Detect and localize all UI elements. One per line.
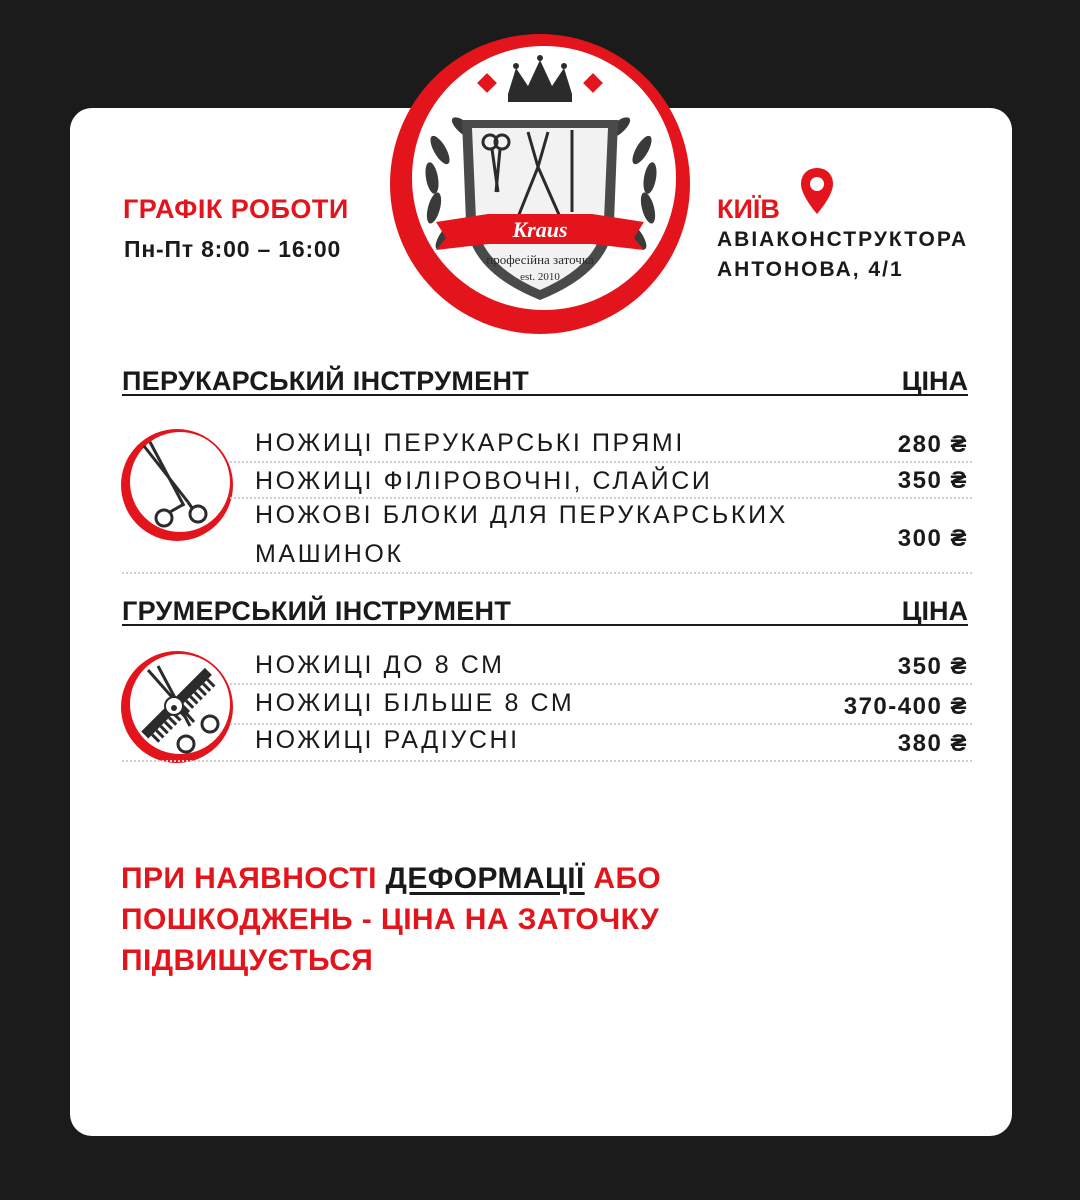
list-item: НОЖИЦІ БІЛЬШЕ 8 СМ: [255, 689, 575, 717]
list-item-continuation: МАШИНОК: [255, 540, 404, 568]
address-line-1: АВІАКОНСТРУКТОРА: [717, 228, 969, 251]
item-price: 380 ₴: [897, 730, 968, 757]
price-column-label: ЦІНА: [901, 596, 968, 626]
list-item: НОЖИЦІ ПЕРУКАРСЬКІ ПРЯМІ: [255, 429, 685, 457]
list-item: НОЖОВІ БЛОКИ ДЛЯ ПЕРУКАРСЬКИХ: [255, 501, 788, 529]
divider: [122, 572, 972, 574]
address-line-2: АНТОНОВА, 4/1: [717, 258, 904, 281]
schedule-title: ГРАФІК РОБОТИ: [123, 194, 349, 224]
grooming-comb-scissors-icon: [118, 648, 236, 766]
notice-text: ПРИ НАЯВНОСТІ: [121, 862, 386, 895]
city-name: КИЇВ: [717, 194, 780, 224]
divider: [230, 497, 972, 499]
logo-est: est. 2010: [520, 271, 560, 283]
logo-tagline: професійна заточка: [486, 252, 594, 267]
list-item: НОЖИЦІ ДО 8 СМ: [255, 651, 505, 679]
kraus-logo: [388, 32, 692, 336]
item-price: 370-400 ₴: [843, 693, 968, 720]
item-price: 300 ₴: [897, 525, 968, 552]
scissors-icon: [118, 426, 236, 544]
item-price: 350 ₴: [897, 467, 968, 494]
section-title: ГРУМЕРСЬКИЙ ІНСТРУМЕНТ: [122, 596, 512, 626]
section-title: ПЕРУКАРСЬКИЙ ІНСТРУМЕНТ: [122, 366, 530, 396]
list-item: НОЖИЦІ РАДІУСНІ: [255, 726, 520, 754]
section-header-hairdressing: [122, 364, 968, 396]
divider: [122, 760, 972, 762]
map-pin-icon: [799, 166, 835, 216]
logo-brand: Kraus: [512, 217, 568, 242]
notice-highlight: ДЕФОРМАЦІЇ: [385, 862, 585, 895]
price-column-label: ЦІНА: [901, 366, 968, 396]
section-header-grooming: [122, 594, 968, 626]
divider: [230, 461, 972, 463]
item-price: 350 ₴: [897, 653, 968, 680]
price-notice: [121, 858, 741, 981]
list-item: НОЖИЦІ ФІЛІРОВОЧНІ, СЛАЙСИ: [255, 467, 713, 495]
notice-text: АБО ПОШКОДЖЕНЬ - ЦІНА НА ЗАТОЧКУ ПІДВИЩУЄТЬСЯ: [121, 862, 662, 977]
schedule-hours: Пн-Пт 8:00 – 16:00: [124, 236, 342, 262]
divider: [230, 683, 972, 685]
item-price: 280 ₴: [897, 431, 968, 458]
